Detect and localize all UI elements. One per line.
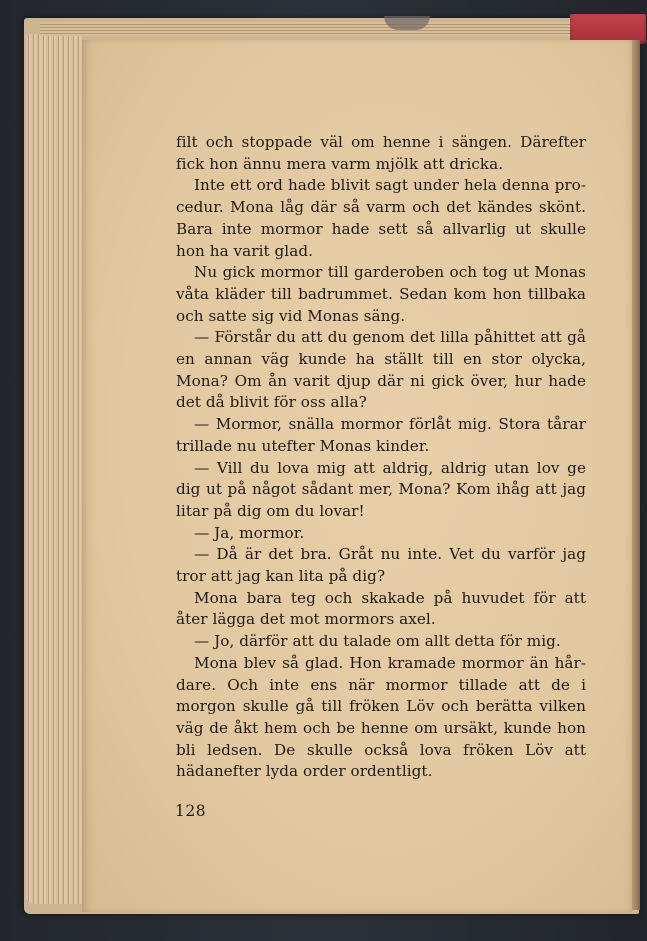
page-number: 128	[175, 802, 207, 820]
book-page	[82, 40, 632, 912]
dialogue-paragraph: — Vill du lova mig att aldrig, aldrig utan lov ge dig ut på något sådant mer, Mona? Kom ihåg att jag litar på dig om du lovar!	[176, 458, 586, 520]
paragraph: Mona bara teg och skakade på huvudet för att åter lägga det mot mormors axel.	[176, 588, 586, 629]
body-text	[176, 132, 586, 783]
paragraph: Inte ett ord hade blivit sagt under hela denna procedur. Mona låg där så varm och det kändes skönt. Bara inte mormor hade sett så allvarlig ut skulle hon ha varit glad.	[176, 176, 586, 260]
dialogue-paragraph: — Förstår du att du genom det lilla påhittet att gå en annan väg kunde ha ställt till en stor olycka, Mona? Om ån varit djup där ni gick över, hur hade det då blivit för oss alla?	[176, 328, 586, 412]
binding-tear	[384, 16, 430, 30]
paragraph: Nu gick mormor till garderoben och tog ut Monas våta kläder till badrummet. Sedan kom hon tillbaka och satte sig vid Monas säng.	[176, 263, 586, 325]
dialogue-paragraph: — Jo, därför att du talade om allt detta för mig.	[194, 632, 561, 651]
dialogue-paragraph: — Mormor, snälla mormor förlåt mig. Stora tårar trillade nu utefter Monas kinder.	[176, 415, 586, 455]
dialogue-paragraph: — Ja, mormor.	[194, 523, 305, 542]
page-edges-left	[26, 34, 82, 904]
page-edges-top	[40, 22, 630, 36]
paragraph: filt och stoppade väl om henne i sängen. Därefter fick hon ännu mera varm mjölk att dricka.	[176, 133, 586, 173]
paragraph: Mona blev så glad. Hon kramade mormor än hårdare. Och inte ens när mormor tillade att de i morgon skulle gå till fröken Löv och berätta vilken väg de åkt hem och be henne om ursäkt, kunde hon bli ledsen. De skulle också lova fröken Löv att hädanefter lyda order ordentligt.	[176, 653, 586, 781]
dialogue-paragraph: — Då är det bra. Gråt nu inte. Vet du varför jag tror att jag kan lita på dig?	[176, 545, 586, 586]
